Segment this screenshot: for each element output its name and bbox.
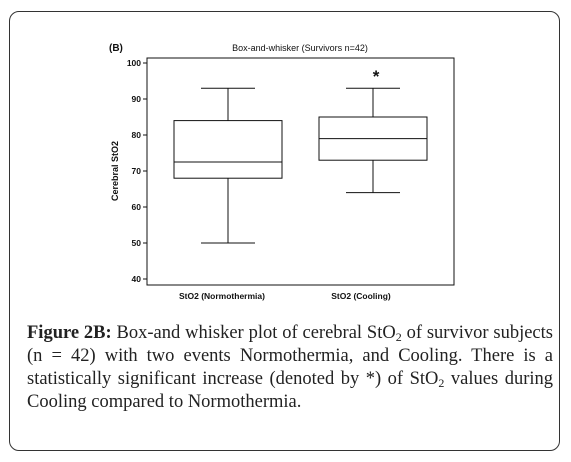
y-axis-label: Cerebral StO2 — [110, 140, 120, 202]
chart-title: Box-and-whisker (Survivors n=42) — [232, 43, 368, 53]
plot-area — [147, 58, 454, 285]
x-category-label: StO2 (Normothermia) — [179, 291, 265, 301]
figure-caption — [27, 322, 553, 414]
caption-text-1: Box-and whisker plot of cerebral StO — [111, 323, 396, 343]
y-tick-label: 90 — [131, 94, 141, 104]
y-tick-label: 70 — [131, 166, 141, 176]
y-tick-label: 80 — [131, 130, 141, 140]
y-tick-label: 40 — [131, 274, 141, 284]
significance-marker: * — [372, 67, 380, 87]
y-tick-label: 50 — [131, 238, 141, 248]
y-tick-label: 100 — [126, 58, 141, 68]
caption-label: Figure 2B: — [27, 323, 112, 343]
x-category-label: StO2 (Cooling) — [331, 291, 391, 301]
caption-subscript-1: 2 — [395, 330, 402, 344]
caption-text-2: of survivor subjects (n = 42) with two events Normothermia, and Cooling. There is a statistically significant increase (denoted by *) of StO — [27, 323, 553, 389]
box-iqr — [174, 121, 282, 179]
panel-label: (B) — [109, 43, 123, 54]
caption-text-3: values during Cooling compared to Normothermia. — [27, 369, 553, 412]
caption-subscript-2: 2 — [438, 376, 445, 390]
y-tick-label: 60 — [131, 202, 141, 212]
